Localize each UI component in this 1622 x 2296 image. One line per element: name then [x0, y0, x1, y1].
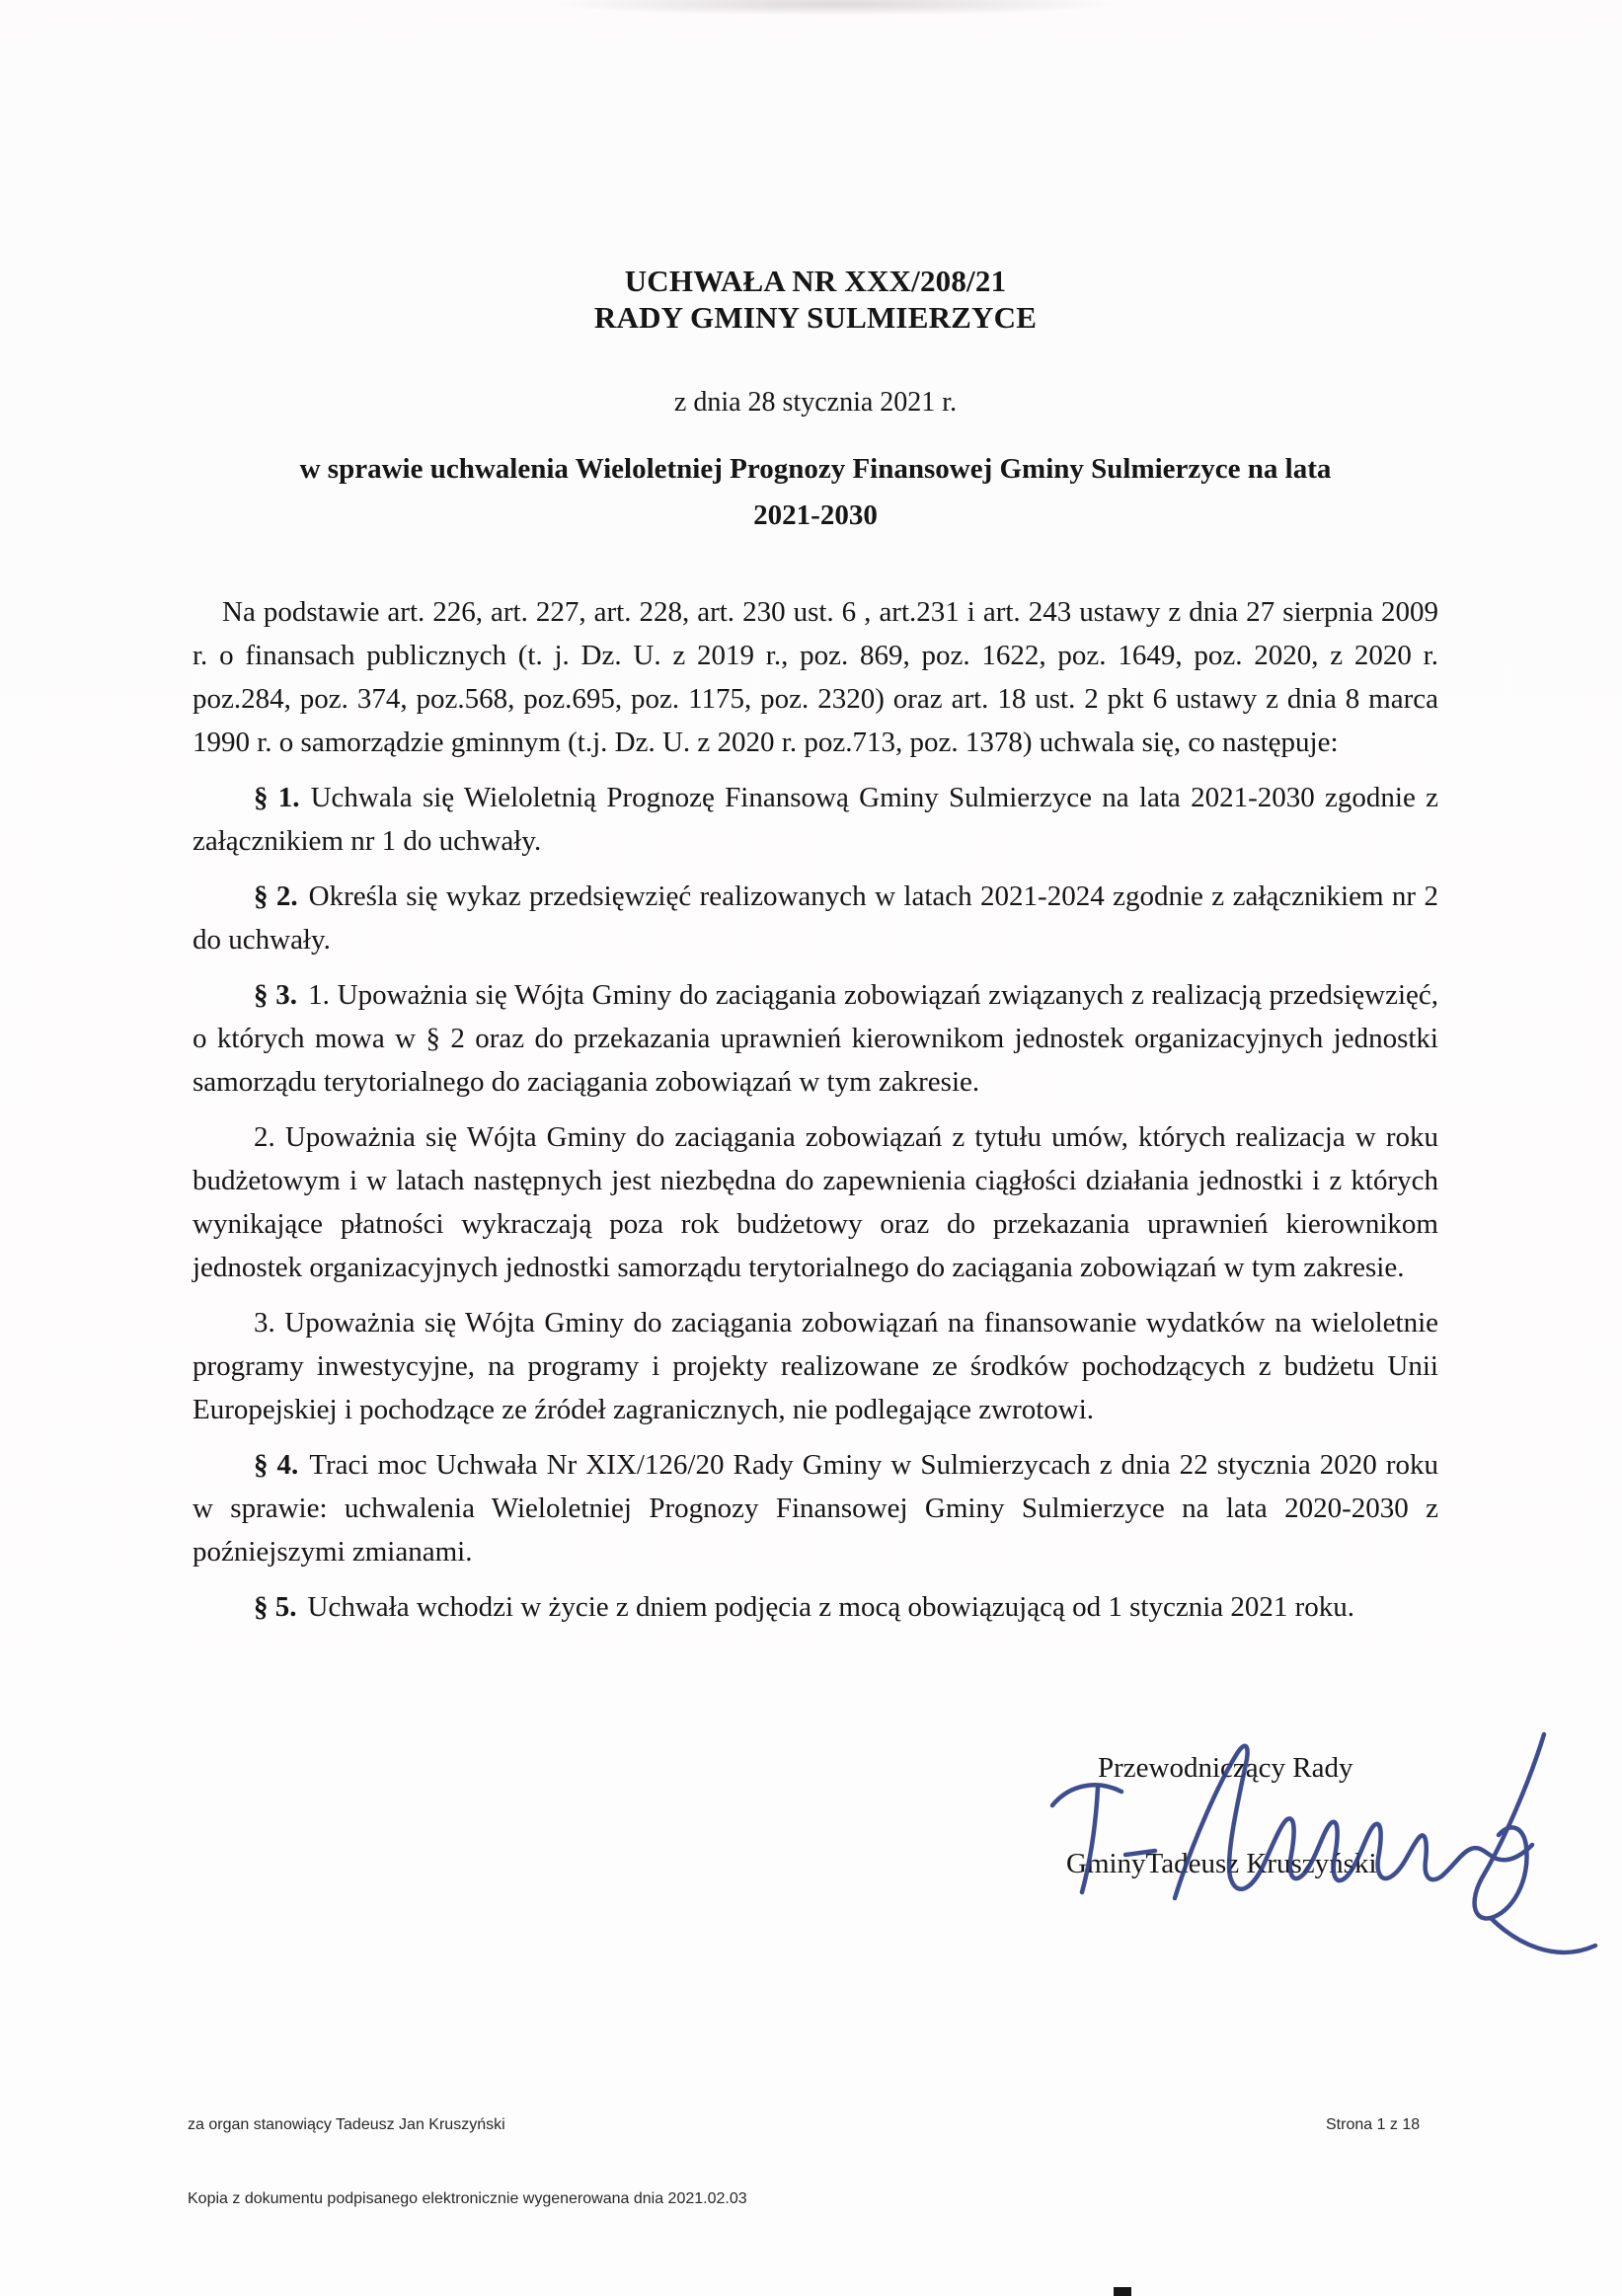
subject-line-1: w sprawie uchwalenia Wieloletniej Prognozy Finansowej Gminy Sulmierzyce na lata [299, 453, 1332, 485]
resolution-number: UCHWAŁA NR XXX/208/21 [624, 264, 1007, 298]
paragraph-text: Uchwała wchodzi w życie z dniem podjęcia z mocą obowiązującą od 1 stycznia 2021 roku. [307, 1591, 1355, 1623]
handwritten-signature-ink [1027, 1722, 1619, 1989]
council-name: RADY GMINY SULMIERZYCE [593, 300, 1038, 335]
signer-role: Przewodniczący Rady [1098, 1752, 1353, 1784]
section-5-mark: § 5. [254, 1591, 297, 1623]
resolution-title [193, 263, 1438, 336]
section-3-point-2-paragraph [193, 1115, 1438, 1289]
paragraph-text: Uchwala się Wieloletnią Prognozę Finansową Gminy Sulmierzyce na lata 2021-2030 zgodnie z załącznikiem nr 1 do uchwały. [193, 782, 1439, 857]
section-4-mark: § 4. [254, 1449, 299, 1481]
paragraph-text: Na podstawie art. 226, art. 227, art. 228, art. 230 ust. 6 , art.231 i art. 243 ustawy z dnia 27 sierpnia 2009 r. o finansach publicznych (t. j. Dz. U. z 2019 r., poz. 869, poz. 1622, poz. 1649, poz. 2020, z 2020 r. poz.284, poz. 374, poz.568, poz.695, poz. 1175, poz. 2320) oraz art. 18 ust. 2 pkt 6 ustawy z dnia 8 marca 1990 r. o samorządzie gminnym (t.j. Dz. U. z 2020 r. poz.713, poz. 1378) uchwala się, co następuje: [193, 596, 1438, 758]
scan-artifact-smudge [548, 0, 1120, 16]
signature-block [1027, 1722, 1619, 1989]
signature-strokes [1052, 1734, 1595, 1952]
section-3-mark: § 3. [254, 979, 298, 1011]
section-3-point-3-paragraph [193, 1301, 1438, 1431]
paragraph-text: Traci moc Uchwała Nr XIX/126/20 Rady Gminy w Sulmierzycach z dnia 22 stycznia 2020 roku w sprawie: uchwalenia Wieloletniej Prognozy Finansowej Gminy Sulmierzyce na lata 2020-2030 z poźniejszymi zmianami. [193, 1449, 1438, 1568]
footer-copy-note: Kopia z dokumentu podpisanego elektronicznie wygenerowana dnia 2021.02.03 [188, 2190, 747, 2207]
date-line: z dnia 28 stycznia 2021 r. [673, 387, 958, 418]
paragraph-text: Określa się wykaz przedsięwzięć realizowanych w latach 2021-2024 zgodnie z załącznikiem nr 2 do uchwały. [193, 880, 1438, 956]
section-1-mark: § 1. [254, 782, 300, 813]
section-3-point-1-paragraph [193, 973, 1438, 1104]
section-2-paragraph [193, 875, 1438, 961]
subject-heading [193, 446, 1438, 539]
signer-name: GminyTadeusz Kruszyński [1066, 1848, 1377, 1879]
document-body [193, 590, 1438, 1641]
scan-artifact-mark [1114, 2287, 1131, 2296]
paragraph-text: 2. Upoważnia się Wójta Gminy do zaciągania zobowiązań z tytułu umów, których realizacja w roku budżetowym i w latach następnych jest niezbędna do zapewnienia ciągłości działania jednostki i z których wynikające płatności wykraczają poza rok budżetowy oraz do przekazania uprawnień kierownikom jednostek organizacyjnych jednostki samorządu terytorialnego do zaciągania zobowiązań w tym zakresie. [193, 1121, 1438, 1283]
section-1-paragraph [193, 776, 1438, 863]
section-4-paragraph [193, 1443, 1438, 1573]
section-5-paragraph [193, 1585, 1438, 1629]
subject-line-2: 2021-2030 [753, 499, 878, 531]
footer-signatory-note: za organ stanowiący Tadeusz Jan Kruszyński [188, 2116, 505, 2133]
page-number: Strona 1 z 18 [1326, 2116, 1421, 2133]
paragraph-text: 1. Upoważnia się Wójta Gminy do zaciągania zobowiązań związanych z realizacją przedsięwzięć, o których mowa w § 2 oraz do przekazania uprawnień kierownikom jednostek organizacyjnych jednostki samorządu terytorialnego do zaciągania zobowiązań w tym zakresie. [193, 979, 1438, 1098]
paragraph-text: 3. Upoważnia się Wójta Gminy do zaciągania zobowiązań na finansowanie wydatków na wieloletnie programy inwestycyjne, na programy i projekty realizowane ze środków pochodzących z budżetu Unii Europejskiej i pochodzące ze źródeł zagranicznych, nie podlegające zwrotowi. [193, 1307, 1438, 1425]
section-2-mark: § 2. [254, 880, 298, 912]
legal-basis-paragraph [193, 590, 1438, 764]
